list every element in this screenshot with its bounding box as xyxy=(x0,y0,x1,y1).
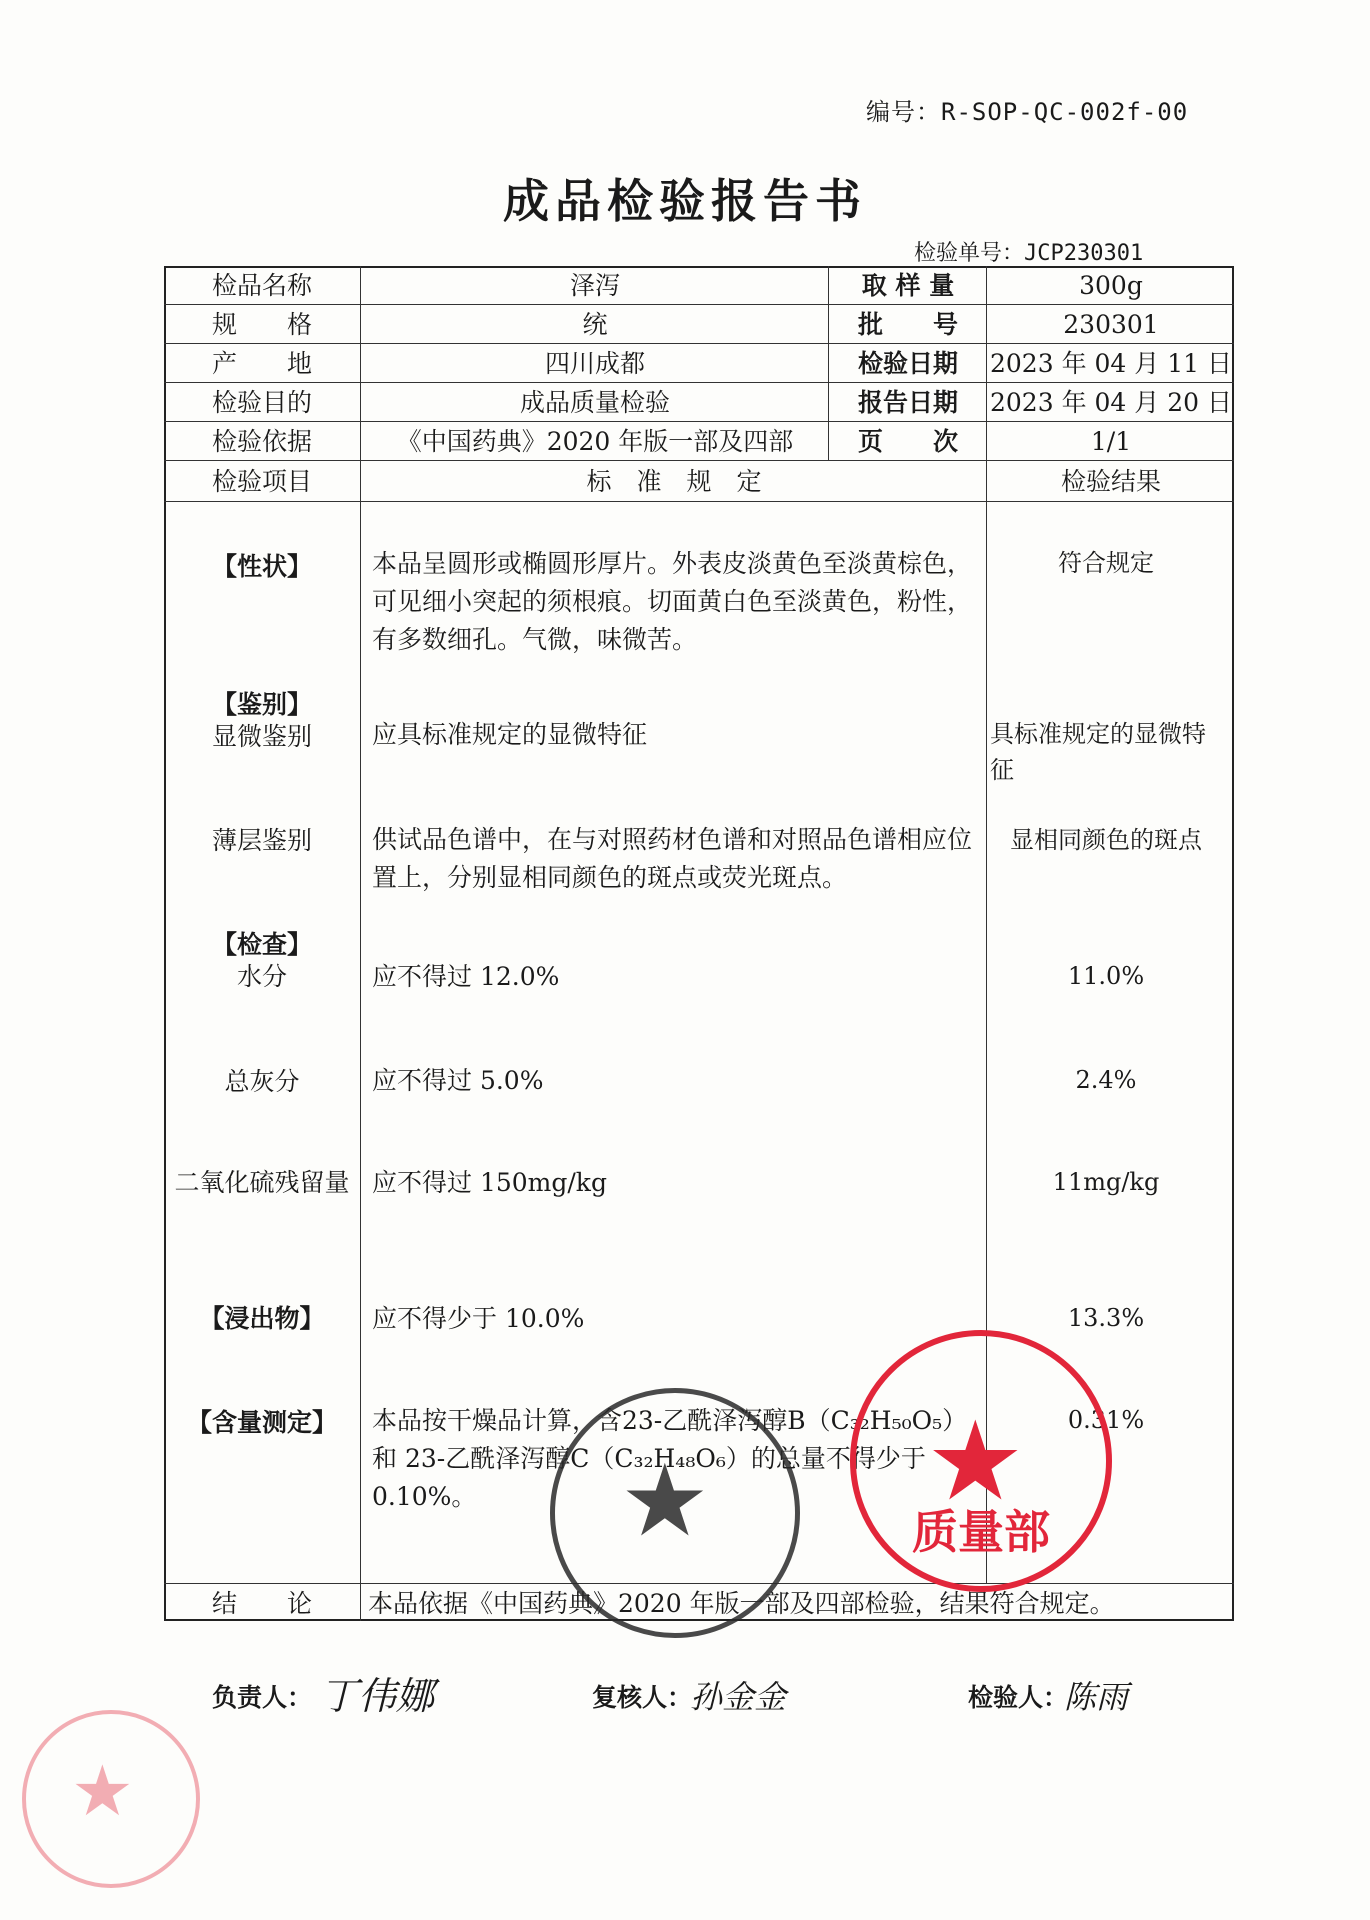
conclusion-text: 本品依据《中国药典》2020 年版一部及四部检验，结果符合规定。 xyxy=(368,1589,1115,1618)
extract-standard: 应不得少于 10.0% xyxy=(372,1304,585,1333)
company-seal-black xyxy=(550,1388,800,1638)
column-divider xyxy=(828,266,829,461)
character-label: 【性状】 xyxy=(211,552,312,581)
test-date-label: 检验日期 xyxy=(857,349,958,378)
sample-qty-label: 取 样 量 xyxy=(861,271,955,300)
product-name: 泽泻 xyxy=(569,271,620,300)
identification-label: 【鉴别】 xyxy=(211,690,312,719)
microscopic-standard: 应具标准规定的显微特征 xyxy=(372,720,648,749)
ash-standard: 应不得过 5.0% xyxy=(372,1066,544,1095)
extract-result: 13.3% xyxy=(1067,1304,1145,1332)
report-number: 检验单号：JCP230301 xyxy=(914,241,1144,266)
reviewer-label: 复核人： xyxy=(592,1683,693,1712)
character-standard: 本品呈圆形或椭圆形厚片。外表皮淡黄色至淡黄棕色，可见细小突起的须根痕。切面黄白色至淡黄色，粉性，有多数细孔。气微，味微苦。 xyxy=(372,549,973,654)
quality-management-seal xyxy=(22,1710,200,1888)
water-label: 水分 xyxy=(236,962,287,991)
quality-dept-seal xyxy=(850,1330,1112,1592)
so2-label: 二氧化硫残留量 xyxy=(174,1168,350,1197)
assay-result: 0.31% xyxy=(1067,1406,1145,1434)
page-label: 页 次 xyxy=(857,427,958,456)
batch-label: 批 号 xyxy=(857,310,958,339)
ash-label: 总灰分 xyxy=(224,1067,300,1096)
column-header-standard: 标 准 规 定 xyxy=(586,467,762,496)
column-header-result: 检验结果 xyxy=(1060,467,1161,496)
water-standard: 应不得过 12.0% xyxy=(372,962,560,991)
basis: 《中国药典》2020 年版一部及四部 xyxy=(396,427,794,456)
check-label: 【检查】 xyxy=(211,930,312,959)
report-date: 2023 年 04 月 20 日 xyxy=(990,388,1232,417)
product-name-label: 检品名称 xyxy=(211,271,312,300)
extract-label: 【浸出物】 xyxy=(199,1304,325,1333)
so2-standard: 应不得过 150mg/kg xyxy=(372,1168,607,1197)
conclusion-label: 结 论 xyxy=(211,1589,312,1618)
sample-qty: 300g xyxy=(1079,271,1143,300)
document-code: 编号：R-SOP-QC-002f-00 xyxy=(866,98,1189,126)
tlc-standard: 供试品色谱中，在与对照药材色谱和对照品色谱相应位置上，分别显相同颜色的斑点或荧光斑点。 xyxy=(372,825,973,892)
report-date-label: 报告日期 xyxy=(857,388,958,417)
column-divider xyxy=(360,266,361,1621)
tlc-label: 薄层鉴别 xyxy=(211,826,312,855)
reviewer-signature: 孙金金 xyxy=(690,1678,787,1716)
document-title: 成品检验报告书 xyxy=(503,174,867,228)
ash-result: 2.4% xyxy=(1075,1066,1137,1094)
origin: 四川成都 xyxy=(544,349,645,378)
origin-label: 产 地 xyxy=(211,349,312,378)
purpose-label: 检验目的 xyxy=(211,388,312,417)
page-number: 1/1 xyxy=(1090,427,1132,456)
star-icon: ★ xyxy=(926,1397,1025,1525)
purpose: 成品质量检验 xyxy=(519,388,670,417)
responsible-label: 负责人： xyxy=(212,1683,313,1712)
column-header-item: 检验项目 xyxy=(211,467,312,496)
inspector-signature: 陈雨 xyxy=(1064,1678,1129,1716)
microscopic-label: 显微鉴别 xyxy=(211,722,312,751)
water-result: 11.0% xyxy=(1067,962,1145,990)
spec-label: 规 格 xyxy=(211,310,312,339)
test-date: 2023 年 04 月 11 日 xyxy=(990,349,1232,378)
row-divider xyxy=(164,501,1234,502)
character-result: 符合规定 xyxy=(1058,549,1154,577)
basis-label: 检验依据 xyxy=(211,427,312,456)
seal-text: 质量部 xyxy=(912,1505,1050,1559)
responsible-signature: 丁伟娜 xyxy=(320,1674,435,1718)
microscopic-result: 具标准规定的显微特征 xyxy=(990,720,1206,784)
inspector-label: 检验人： xyxy=(968,1683,1069,1712)
star-icon: ★ xyxy=(620,1442,710,1559)
spec: 统 xyxy=(582,310,608,339)
assay-standard: 本品按干燥品计算，含23-乙酰泽泻醇B（C₃₂H₅₀O₅）和 23-乙酰泽泻醇C（C₃₂H₄₈O₆）的总量不得少于0.10%。 xyxy=(372,1406,955,1511)
star-icon: ★ xyxy=(71,1750,134,1832)
batch: 230301 xyxy=(1063,310,1159,339)
tlc-result: 显相同颜色的斑点 xyxy=(1010,826,1202,854)
assay-label: 【含量测定】 xyxy=(186,1408,337,1437)
so2-result: 11mg/kg xyxy=(1052,1168,1160,1196)
